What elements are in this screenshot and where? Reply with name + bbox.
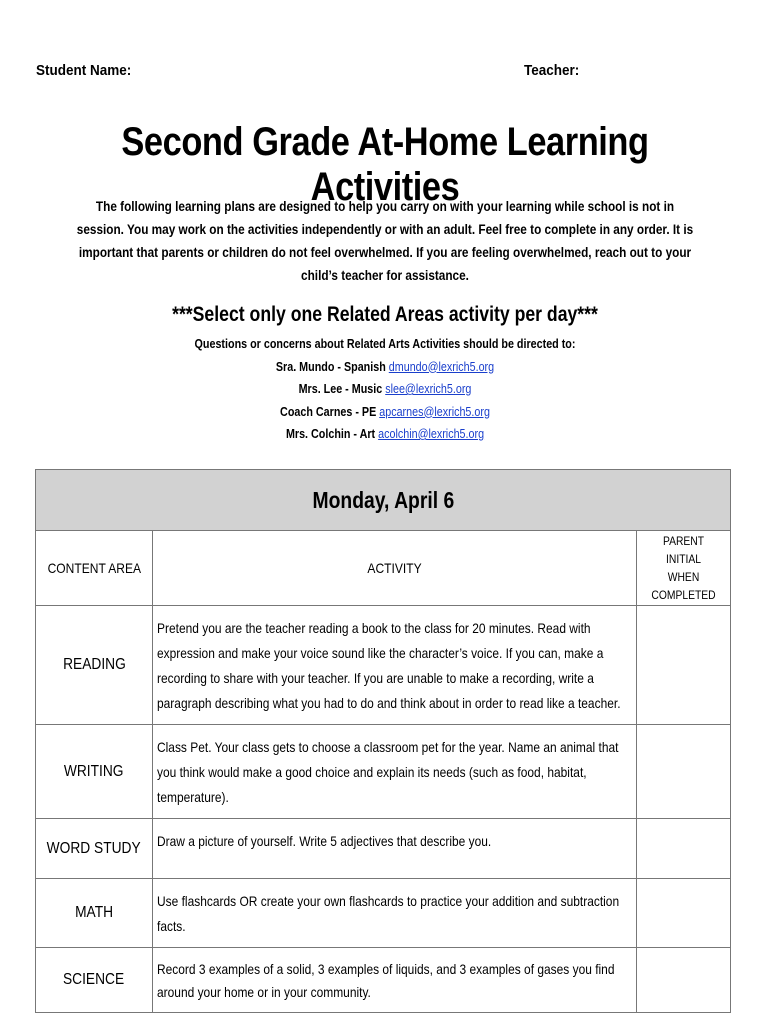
email-link-music[interactable]: slee@lexrich5.org <box>385 382 472 396</box>
contact-label: Coach Carnes - PE <box>280 404 377 419</box>
questions-line: Questions or concerns about Related Arts Activities should be directed to: <box>194 337 576 351</box>
day-header <box>36 470 731 531</box>
activity-cell: Class Pet. Your class gets to choose a classroom pet for the year. Name an animal that you think would make a good choice and explain its needs (such as food, habitat, temperature). <box>153 725 637 819</box>
content-area-cell: MATH <box>36 879 153 948</box>
contact-spanish <box>54 356 716 379</box>
content-area-cell: SCIENCE <box>36 948 153 1013</box>
contact-art <box>54 423 716 446</box>
related-arts-contacts <box>54 333 716 446</box>
contact-music <box>54 378 716 401</box>
column-header-content-area: CONTENT AREA <box>36 531 153 606</box>
contact-label: Mrs. Lee - Music <box>298 382 383 396</box>
page-title: Second Grade At-Home Learning Activities <box>121 120 649 209</box>
parent-initial-cell[interactable] <box>637 948 731 1013</box>
contact-label: Mrs. Colchin - Art <box>285 427 376 441</box>
column-header-parent-initial: PARENT INITIAL WHEN COMPLETED <box>637 531 731 606</box>
content-area-cell: READING <box>36 606 153 725</box>
activity-table <box>35 469 731 1013</box>
header-row <box>36 62 734 84</box>
related-areas-note: ***Select only one Related Areas activity per day*** <box>172 303 598 326</box>
activity-cell: Pretend you are the teacher reading a book to the class for 20 minutes. Read with expression and make your voice sound like the character’s voice. If you can, make a recording to share with your teacher. If you are unable to make a recording, write a paragraph describing what you had to do and think about in order to read like a teacher. <box>153 606 637 725</box>
content-area-cell: WRITING <box>36 725 153 819</box>
teacher-label: Teacher: <box>524 62 580 79</box>
parent-initial-cell[interactable] <box>637 819 731 879</box>
parent-initial-cell[interactable] <box>637 879 731 948</box>
contact-label: Sra. Mundo - Spanish <box>275 359 386 374</box>
parent-initial-cell[interactable] <box>637 725 731 819</box>
email-link-art[interactable]: acolchin@lexrich5.org <box>378 427 485 441</box>
table-row <box>36 948 731 1013</box>
content-area-cell: WORD STUDY <box>36 819 153 879</box>
intro-paragraph: The following learning plans are designed to help you carry on with your learning while school is not in session. You may work on the activities independently or with an adult. Feel free to complete in any order. It is important that parents or children do not feel overwhelmed. If you are feeling overwhelmed, reach out to your child’s teacher for assistance. <box>76 199 694 283</box>
table-row <box>36 879 731 948</box>
email-link-spanish[interactable]: dmundo@lexrich5.org <box>388 359 495 374</box>
activity-cell: Use flashcards OR create your own flashcards to practice your addition and subtraction facts. <box>153 879 637 948</box>
table-row <box>36 725 731 819</box>
parent-initial-cell[interactable] <box>637 606 731 725</box>
student-name-label: Student Name: <box>36 62 132 79</box>
contact-pe <box>54 401 716 424</box>
table-row <box>36 606 731 725</box>
email-link-pe[interactable]: apcarnes@lexrich5.org <box>379 404 490 419</box>
activity-cell: Draw a picture of yourself. Write 5 adjectives that describe you. <box>153 819 637 879</box>
day-title: Monday, April 6 <box>312 486 454 513</box>
activity-cell: Record 3 examples of a solid, 3 examples of liquids, and 3 examples of gases you find around your home or in your community. <box>153 948 637 1013</box>
table-row <box>36 819 731 879</box>
column-header-activity: ACTIVITY <box>153 531 637 606</box>
